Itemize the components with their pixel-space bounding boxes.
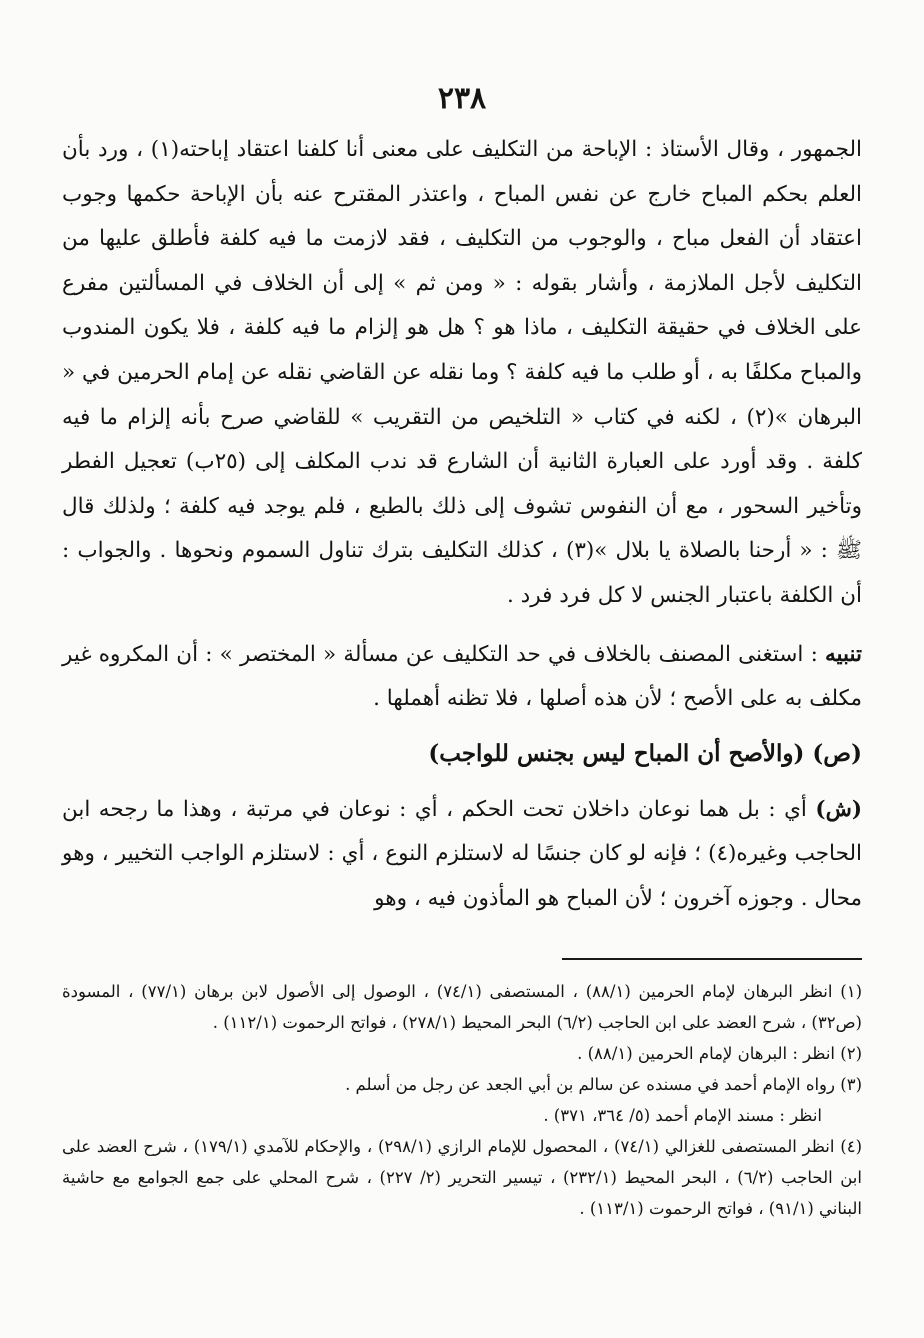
page-number: ٢٣٨ (437, 81, 487, 116)
footnote-4: (٤) انظر المستصفى للغزالي (٧٤/١) ، المحصول للإمام الرازي (٢٩٨/١) ، والإحكام للآمدي (١٧٩/١) ، شرح العضد على ابن الحاجب (٦/٢) ، البحر المحيط (٢٣٢/١) ، تيسير التحرير (٢/ ٢٢٧) ، شرح المحلي على جمع الجوامع مع حاشية البناني (٩١/١) ، فواتح الرحموت (١١٣/١) . (62, 1136, 862, 1218)
footnote-1: (١) انظر البرهان لإمام الحرمين (٨٨/١) ، المستصفى (٧٤/١) ، الوصول إلى الأصول لابن برهان (٧٧/١) ، المسودة (ص٣٢) ، شرح العضد على ابن الحاجب (٦/٢) البحر المحيط (٢٧٨/١) ، فواتح الرحموت (١١٢/١) . (62, 981, 862, 1032)
footnote-3-reference: انظر : مسند الإمام أحمد (٥/ ٣٦٤، ٣٧١) . (543, 1105, 822, 1125)
note-text: : استغنى المصنف بالخلاف في حد التكليف عن مسألة « المختصر » : أن المكروه غير مكلف به على الأصح ؛ لأن هذه أصلها ، فلا تظنه أهملها . (62, 641, 862, 712)
footnotes (62, 976, 862, 1224)
matn-text: (والأصح أن المباح ليس بجنس للواجب) (428, 739, 805, 767)
footnote-3: (٣) رواه الإمام أحمد في مسنده عن سالم بن أبي الجعد عن رجل من أسلم . (345, 1074, 862, 1094)
commentary-text: أي : بل هما نوعان داخلان تحت الحكم ، أي : نوعان في مرتبة ، وهذا ما رجحه ابن الحاجب وغيره(٤) ؛ فإنه لو كان جنسًا له لاستلزم النوع ، أي : لاستلزم الواجب التخيير ، وهو محال . وجوزه آخرون ؛ لأن المباح هو المأذون فيه ، وهو (62, 796, 862, 911)
matn-marker: (ص) (812, 739, 862, 767)
commentary-paragraph (62, 788, 862, 922)
matn-heading (62, 732, 862, 776)
note-paragraph (62, 633, 862, 722)
note-label: تنبيه (825, 641, 862, 667)
main-paragraph: الجمهور ، وقال الأستاذ : الإباحة من التكليف على معنى أنا كلفنا اعتقاد إباحته(١) ، ورد بأن العلم بحكم المباح خارج عن نفس المباح ، واعتذر المقترح عنه بأن الإباحة حكمها وجوب اعتقاد أن الفعل مباح ، والوجوب من التكليف ، فقد لازمت ما فيه كلفة فأطلق عليها من التكليف لأجل الملازمة ، وأشار بقوله : « ومن ثم » إلى أن الخلاف في المسألتين مفرع على الخلاف في حقيقة التكليف ، ماذا هو ؟ هل هو إلزام ما فيه كلفة ، فلا يكون المندوب والمباح مكلفًا به ، أو طلب ما فيه كلفة ؟ وما نقله عن القاضي نقله عن إمام الحرمين في « البرهان »(٢) ، لكنه في كتاب « التلخيص من التقريب » للقاضي صرح بأنه إلزام ما فيه كلفة . وقد أورد على العبارة الثانية أن الشارع قد ندب المكلف إلى (٢٥ب) تعجيل الفطر وتأخير السحور ، مع أن النفوس تشوف إلى ذلك بالطبع ، فلم يوجد فيه كلفة ؛ ولذلك قال ﷺ : « أرحنا بالصلاة يا بلال »(٣) ، كذلك التكليف بترك تناول السموم ونحوها . والجواب : أن الكلفة باعتبار الجنس لا كل فرد فرد . (62, 137, 862, 608)
footnote-2: (٢) انظر : البرهان لإمام الحرمين (٨٨/١) . (577, 1043, 862, 1063)
footnote-divider (562, 958, 862, 960)
commentary-marker: (ش) (815, 796, 862, 822)
